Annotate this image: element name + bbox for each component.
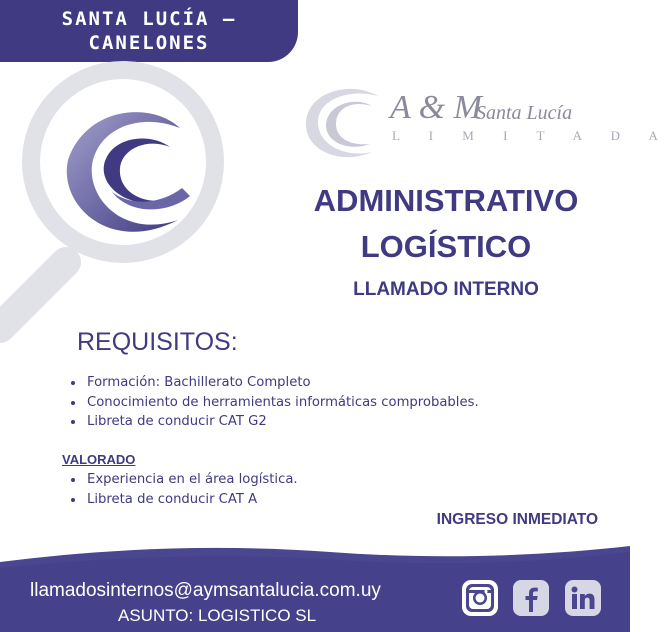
magnifier-icon	[0, 60, 290, 350]
job-title-line-1: ADMINISTRATIVO	[313, 183, 579, 218]
requirements-list	[70, 373, 479, 432]
location-line-2: CANELONES	[88, 32, 210, 54]
instagram-icon[interactable]	[461, 579, 499, 617]
logo-suffix: L I M I T A D A	[392, 128, 671, 143]
valued-heading: VALORADO	[62, 452, 136, 467]
logo-place: Santa Lucía	[476, 102, 573, 124]
list-item: Libreta de conducir CAT A	[70, 490, 298, 510]
location-banner	[0, 0, 298, 62]
list-item: Conocimiento de herramientas informáticas comprobables.	[70, 393, 479, 413]
job-subtitle: LLAMADO INTERNO	[353, 279, 539, 300]
linkedin-icon[interactable]	[564, 579, 602, 617]
job-title-line-2: LOGÍSTICO	[360, 229, 532, 264]
list-item: Formación: Bachillerato Completo	[70, 373, 479, 393]
facebook-icon[interactable]	[512, 579, 550, 617]
list-item: Libreta de conducir CAT G2	[70, 412, 479, 432]
valued-list	[70, 470, 298, 509]
requirements-heading: REQUISITOS:	[77, 328, 238, 356]
email-subject: ASUNTO: LOGISTICO SL	[118, 606, 317, 625]
contact-email[interactable]: llamadosinternos@aymsantalucia.com.uy	[30, 580, 381, 601]
start-notice: INGRESO INMEDIATO	[436, 511, 598, 528]
location-line-1: SANTA LUCÍA –	[61, 8, 237, 30]
logo-mark: A & M	[390, 89, 482, 126]
list-item: Experiencia en el área logística.	[70, 470, 298, 490]
job-title	[300, 178, 592, 270]
